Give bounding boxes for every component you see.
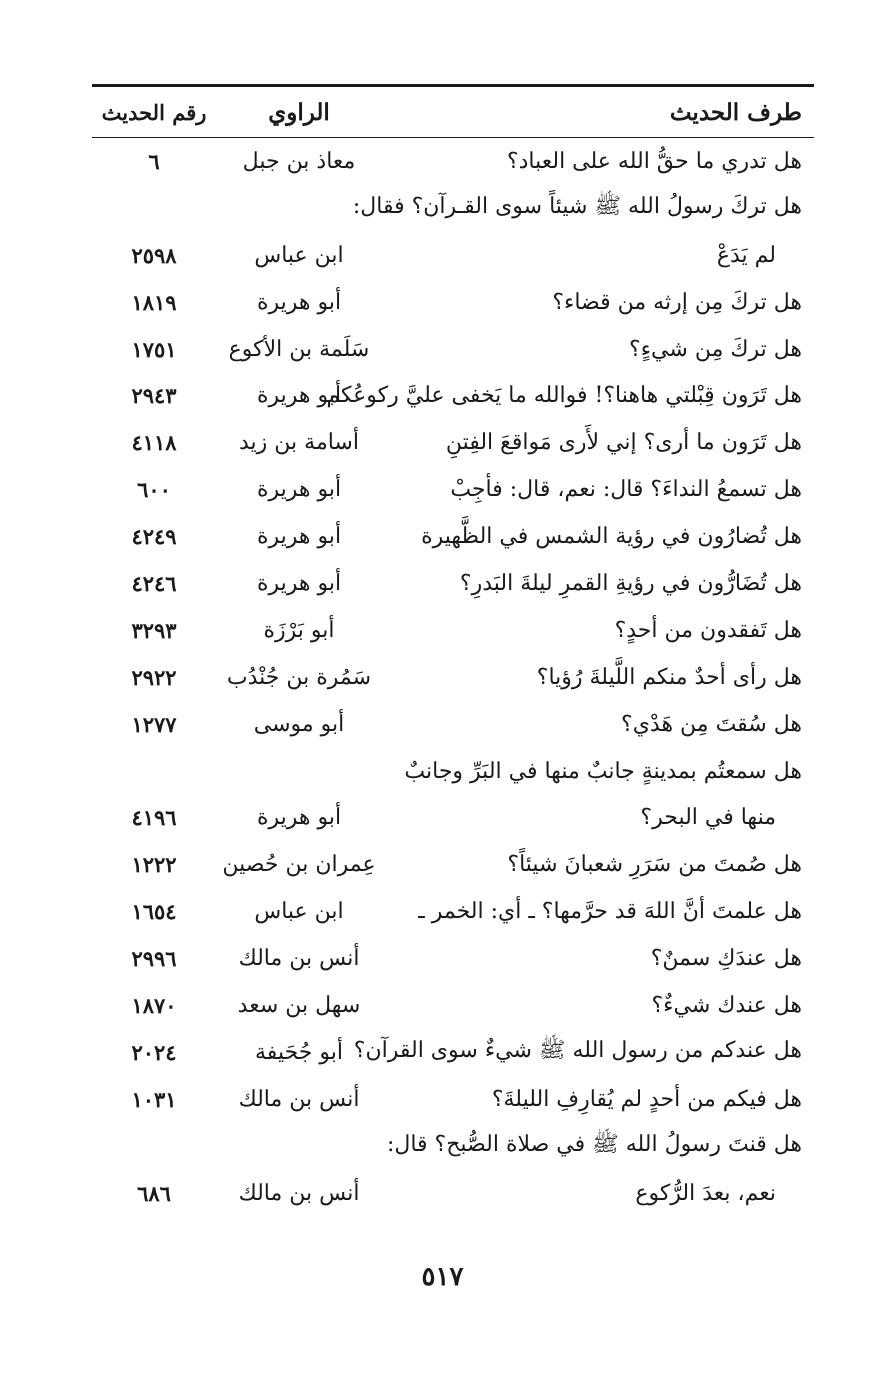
table-row [92, 372, 814, 419]
table-header-row [92, 87, 814, 137]
narrator-name: أنس بن مالك [238, 1180, 360, 1206]
hadith-text: هل صُمتَ من سَرَرِ شعبانَ شيئاً؟ [507, 852, 802, 878]
table-row [92, 138, 814, 185]
hadith-number: ٤٢٤٩ [131, 524, 177, 550]
hadith-number: ١٢٢٢ [131, 852, 177, 878]
narrator-name: أبو هريرة [256, 524, 342, 550]
table-row [92, 513, 814, 560]
hadith-text: هل تُضارُون في رؤية الشمس في الظَّهيرة [421, 524, 802, 550]
hadith-number: ١٠٣١ [131, 1086, 177, 1112]
header-hadith: طرف الحديث [669, 98, 802, 126]
narrator-name: أبو جُحَيفة [255, 1039, 343, 1065]
table-row [92, 841, 814, 888]
narrator-name: سَلَمة بن الأكوع [228, 336, 370, 362]
table-row [92, 607, 814, 654]
table-row [92, 560, 814, 607]
hadith-text: هل تُضَارُّون في رؤيةِ القمرِ ليلةَ البَدرِ؟ [459, 570, 802, 596]
hadith-text: هل رأى أحدٌ منكم اللَّيلةَ رُؤيا؟ [536, 664, 802, 690]
hadith-index-table [92, 87, 814, 1216]
hadith-text: هل تَفقدون من أحدٍ؟ [614, 617, 802, 643]
narrator-name [216, 748, 382, 795]
page-number: ٥١٧ [421, 1262, 464, 1292]
hadith-text: هل تركَ مِن شيءٍ؟ [629, 336, 802, 362]
hadith-number: ٢٩٩٦ [131, 946, 177, 972]
narrator-name: أبو هريرة [256, 289, 342, 315]
hadith-number: ١٨١٩ [131, 289, 177, 315]
table-row [92, 1076, 814, 1123]
table-row [92, 1170, 814, 1217]
hadith-number: ٦٨٦ [137, 1180, 171, 1206]
hadith-text: هل علمتَ أنَّ اللهَ قد حرَّمها؟ ـ أي: الخمر ـ [418, 899, 802, 925]
hadith-number: ١٧٥١ [131, 336, 177, 362]
hadith-number: ٤١٩٦ [131, 805, 177, 831]
hadith-number: ٤١١٨ [131, 430, 177, 456]
hadith-number: ٢٩٢٢ [131, 664, 177, 690]
narrator-name: أبو هريرة [256, 477, 342, 503]
table-row [92, 185, 814, 232]
hadith-number: ٣٢٩٣ [131, 617, 177, 643]
hadith-text: هل سمعتُم بمدينةٍ جانبٌ منها في البَرِّ وجانبٌ [404, 758, 802, 784]
hadith-text: هل عندك شيءٌ؟ [651, 992, 802, 1018]
hadith-text: هل تركَ مِن إرثه من قضاء؟ [552, 289, 802, 315]
table-row [92, 654, 814, 701]
hadith-number: ٢٥٩٨ [131, 242, 177, 268]
narrator-name: أبو بَرْزَة [263, 617, 335, 643]
hadith-text: هل تَرَون قِبْلتي هاهنا؟! فوالله ما يَخفى عليَّ ركوعُكم [326, 383, 802, 409]
narrator-name: أنس بن مالك [238, 1086, 360, 1112]
hadith-number: ١٢٧٧ [131, 711, 177, 737]
table-row [92, 935, 814, 982]
hadith-number: ٢٩٤٣ [131, 383, 177, 409]
narrator-name: أبو موسى [253, 711, 345, 737]
narrator-name: ابن عباس [254, 899, 344, 925]
hadith-text: هل تَرَون ما أرى؟ إني لأَرى مَواقعَ الفِتنِ [445, 430, 802, 456]
hadith-text: هل عندَكِ سمنٌ؟ [650, 946, 802, 972]
table-row [92, 1029, 814, 1076]
narrator-name: أسامة بن زيد [239, 430, 359, 456]
narrator-name: عِمران بن حُصين [222, 852, 376, 878]
table-row [92, 279, 814, 326]
table-row [92, 748, 814, 795]
hadith-number [92, 748, 216, 795]
header-narrator: الراوي [268, 98, 330, 126]
hadith-text: منها في البحر؟ [640, 805, 776, 831]
hadith-text: هل تدري ما حقُّ الله على العباد؟ [506, 148, 802, 174]
narrator-name [216, 1123, 382, 1170]
hadith-text: هل تسمعُ النداءَ؟ قال: نعم، قال: فأجِبْ [450, 477, 802, 503]
hadith-number [92, 185, 216, 232]
narrator-name: سَمُرة بن جُنْدُب [226, 664, 372, 690]
hadith-text: هل سُقتَ مِن هَدْي؟ [621, 711, 802, 737]
narrator-name: ابن عباس [254, 242, 344, 268]
table-row [92, 794, 814, 841]
table-row [92, 982, 814, 1029]
hadith-text: هل فيكم من أحدٍ لم يُقارِفِ الليلةَ؟ [491, 1086, 802, 1112]
hadith-text: لم يَدَعْ [716, 242, 776, 268]
narrator-name: معاذ بن جبل [242, 148, 356, 174]
header-number: رقم الحديث [101, 99, 207, 125]
table-row [92, 888, 814, 935]
index-page [92, 84, 814, 1216]
table-row [92, 419, 814, 466]
hadith-text: نعم، بعدَ الرُّكوع [635, 1180, 776, 1206]
hadith-text: هل قنتَ رسولُ الله ﷺ في صلاة الصُّبح؟ قال: [386, 1132, 802, 1158]
narrator-name: سهل بن سعد [237, 992, 361, 1018]
hadith-number: ٢٠٢٤ [131, 1039, 177, 1065]
hadith-number: ١٨٧٠ [131, 992, 177, 1018]
hadith-number: ١٦٥٤ [131, 899, 177, 925]
table-row [92, 1123, 814, 1170]
hadith-number: ٤٢٤٦ [131, 570, 177, 596]
hadith-text: هل عندكم من رسول الله ﷺ شيءٌ سوى القرآن؟ [353, 1038, 802, 1064]
narrator-name: أبو هريرة [256, 383, 342, 409]
narrator-name: أبو هريرة [256, 570, 342, 596]
table-row [92, 232, 814, 279]
table-row [92, 701, 814, 748]
hadith-text: هل تركَ رسولُ الله ﷺ شيئاً سوى القـرآن؟ فقال: [352, 194, 802, 220]
hadith-number: ٦٠٠ [137, 477, 171, 503]
narrator-name: أنس بن مالك [238, 946, 360, 972]
table-row [92, 326, 814, 373]
hadith-number [92, 1123, 216, 1170]
narrator-name: أبو هريرة [256, 805, 342, 831]
table-row [92, 466, 814, 513]
hadith-number: ٦ [148, 148, 160, 174]
